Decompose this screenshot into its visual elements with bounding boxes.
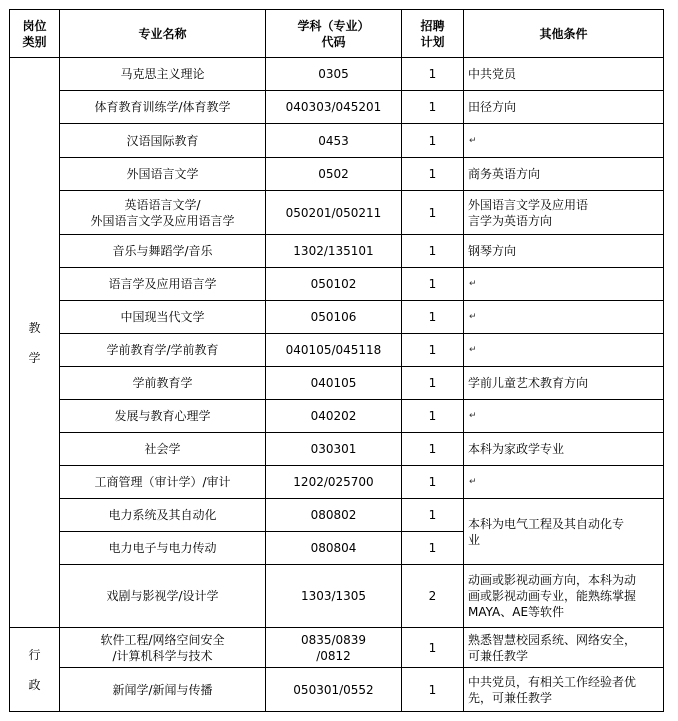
major-line: 发展与教育心理学 [114, 409, 211, 423]
major-line: 音乐与舞蹈学/音乐 [112, 244, 213, 258]
quota-cell: 1 [402, 499, 464, 532]
table-row [10, 565, 664, 628]
code-line: 040202 [310, 409, 357, 423]
major-cell [60, 235, 266, 268]
paragraph-mark: ↵ [469, 312, 477, 323]
code-cell [266, 235, 402, 268]
major-cell [60, 124, 266, 158]
major-cell [60, 191, 266, 235]
other-conditions-cell [464, 268, 664, 301]
major-line: 汉语国际教育 [126, 133, 199, 148]
other-conditions-cell [464, 301, 664, 334]
other-line: 先，可兼任教学 [468, 690, 553, 705]
code-line: 1302/135101 [293, 244, 374, 258]
code-line: 050201/050211 [285, 205, 382, 220]
category-cell [10, 628, 60, 712]
quota-cell: 1 [402, 367, 464, 400]
major-line: 外国语言文学及应用语言学 [90, 213, 235, 228]
code-line: 040105 [310, 376, 357, 390]
other-conditions-cell [464, 191, 664, 235]
other-conditions-cell [464, 235, 664, 268]
code-line: 050106 [310, 310, 357, 324]
header-quota: 招聘 计划 [402, 10, 464, 58]
code-cell [266, 334, 402, 367]
other-line: 画或影视动画专业，能熟练掌握 [468, 589, 637, 603]
quota-cell: 1 [402, 532, 464, 565]
table-row [10, 58, 664, 91]
header-category: 岗位 类别 [10, 10, 60, 58]
paragraph-mark: ↵ [469, 345, 477, 356]
other-conditions-cell [464, 334, 664, 367]
code-cell [266, 565, 402, 628]
paragraph-mark: ↵ [469, 279, 477, 290]
paragraph-mark: ↵ [469, 135, 477, 146]
quota-cell: 1 [402, 58, 464, 91]
table-row [10, 400, 664, 433]
header-major: 专业名称 [60, 10, 266, 58]
major-line: 电力系统及其自动化 [108, 508, 217, 522]
code-line: 0502 [318, 167, 349, 181]
major-line: 戏剧与影视学/设计学 [106, 589, 219, 603]
other-line: 熟悉智慧校园系统、网络安全， [468, 632, 637, 647]
table-row [10, 158, 664, 191]
major-line: 外国语言文学 [126, 167, 199, 181]
header-other: 其他条件 [464, 10, 664, 58]
table-row [10, 668, 664, 712]
other-line: 中共党员 [468, 67, 517, 81]
code-cell [266, 124, 402, 158]
code-cell [266, 367, 402, 400]
major-line: 社会学 [144, 442, 181, 456]
quota-cell: 1 [402, 668, 464, 712]
category-line: 学 [28, 350, 41, 365]
quota-cell: 1 [402, 301, 464, 334]
code-cell [266, 433, 402, 466]
code-cell [266, 499, 402, 532]
other-line: 田径方向 [468, 100, 517, 114]
code-line: 040303/045201 [285, 100, 382, 114]
table-row [10, 367, 664, 400]
code-cell [266, 268, 402, 301]
other-conditions-cell [464, 565, 664, 628]
other-line: 言学为英语方向 [468, 213, 553, 228]
code-cell [266, 301, 402, 334]
major-cell [60, 532, 266, 565]
major-line: 工商管理（审计学）/审计 [94, 475, 231, 489]
major-line: 学前教育学 [132, 376, 193, 390]
other-line: 动画或影视动画方向，本科为动 [468, 573, 637, 587]
major-line: 新闻学/新闻与传播 [112, 682, 213, 697]
major-line: 电力电子与电力传动 [108, 541, 217, 555]
paragraph-mark: ↵ [469, 411, 477, 422]
quota-cell: 1 [402, 628, 464, 668]
table-row [10, 334, 664, 367]
major-cell [60, 158, 266, 191]
major-cell [60, 565, 266, 628]
other-conditions-cell [464, 367, 664, 400]
code-cell [266, 628, 402, 668]
other-conditions-cell [464, 433, 664, 466]
category-line: 政 [28, 677, 41, 692]
quota-cell: 1 [402, 235, 464, 268]
major-cell [60, 466, 266, 499]
table-row [10, 433, 664, 466]
other-conditions-cell [464, 499, 664, 565]
major-cell [60, 628, 266, 668]
quota-cell: 1 [402, 91, 464, 124]
major-line: 英语语言文学/ [124, 197, 201, 212]
table-row [10, 91, 664, 124]
major-cell [60, 334, 266, 367]
table-row [10, 268, 664, 301]
table-row [10, 466, 664, 499]
major-cell [60, 268, 266, 301]
paragraph-mark: ↵ [469, 477, 477, 488]
code-cell [266, 400, 402, 433]
code-cell [266, 466, 402, 499]
other-conditions-cell [464, 91, 664, 124]
other-conditions-cell [464, 466, 664, 499]
other-conditions-cell [464, 158, 664, 191]
code-cell [266, 532, 402, 565]
code-cell [266, 158, 402, 191]
other-conditions-cell [464, 124, 664, 158]
major-line: /计算机科学与技术 [112, 648, 213, 663]
header-row [10, 10, 664, 58]
quota-cell: 1 [402, 158, 464, 191]
quota-cell: 1 [402, 191, 464, 235]
table-row [10, 628, 664, 668]
quota-cell: 1 [402, 334, 464, 367]
code-cell [266, 58, 402, 91]
other-conditions-cell [464, 58, 664, 91]
major-line: 学前教育学/学前教育 [106, 343, 219, 357]
code-cell [266, 191, 402, 235]
other-line: 本科为电气工程及其自动化专 [468, 516, 625, 531]
table-row [10, 235, 664, 268]
code-line: 0453 [318, 133, 349, 148]
major-line: 中国现当代文学 [120, 310, 205, 324]
other-line: 本科为家政学专业 [468, 442, 565, 456]
other-line: MAYA、AE等软件 [468, 605, 565, 619]
major-cell [60, 400, 266, 433]
major-line: 体育教育训练学/体育教学 [94, 100, 231, 114]
other-line: 外国语言文学及应用语 [468, 197, 589, 212]
major-line: 语言学及应用语言学 [108, 277, 217, 291]
quota-cell: 1 [402, 268, 464, 301]
table-row [10, 191, 664, 235]
other-line: 商务英语方向 [468, 167, 541, 181]
major-cell [60, 433, 266, 466]
code-line: 080802 [310, 508, 357, 522]
other-line: 业 [468, 532, 481, 547]
code-cell [266, 668, 402, 712]
quota-cell: 1 [402, 466, 464, 499]
other-line: 可兼任教学 [468, 648, 529, 663]
major-cell [60, 499, 266, 532]
code-line: /0812 [316, 648, 351, 663]
code-line: 050301/0552 [293, 682, 374, 697]
major-line: 马克思主义理论 [120, 67, 205, 81]
table-row [10, 124, 664, 158]
quota-cell: 1 [402, 400, 464, 433]
major-line: 软件工程/网络空间安全 [100, 632, 225, 647]
quota-cell: 1 [402, 124, 464, 158]
other-line: 中共党员，有相关工作经验者优 [468, 674, 637, 689]
major-cell [60, 58, 266, 91]
major-cell [60, 301, 266, 334]
code-cell [266, 91, 402, 124]
table-row [10, 301, 664, 334]
code-line: 1303/1305 [300, 589, 367, 603]
code-line: 030301 [310, 442, 357, 456]
category-line: 行 [28, 647, 41, 662]
code-line: 080804 [310, 541, 357, 555]
category-line: 教 [28, 320, 41, 335]
major-cell [60, 91, 266, 124]
other-line: 钢琴方向 [468, 244, 517, 258]
major-cell [60, 367, 266, 400]
code-line: 050102 [310, 277, 357, 291]
header-code: 学科（专业） 代码 [266, 10, 402, 58]
other-conditions-cell [464, 668, 664, 712]
code-line: 0835/0839 [300, 632, 367, 647]
recruitment-table [9, 9, 664, 712]
code-line: 0305 [318, 67, 349, 81]
major-cell [60, 668, 266, 712]
code-line: 1202/025700 [293, 475, 374, 489]
code-line: 040105/045118 [285, 343, 382, 357]
quota-cell: 2 [402, 565, 464, 628]
other-line: 学前儿童艺术教育方向 [468, 376, 589, 390]
other-conditions-cell [464, 628, 664, 668]
other-conditions-cell [464, 400, 664, 433]
category-cell [10, 58, 60, 628]
table-row [10, 499, 664, 532]
quota-cell: 1 [402, 433, 464, 466]
